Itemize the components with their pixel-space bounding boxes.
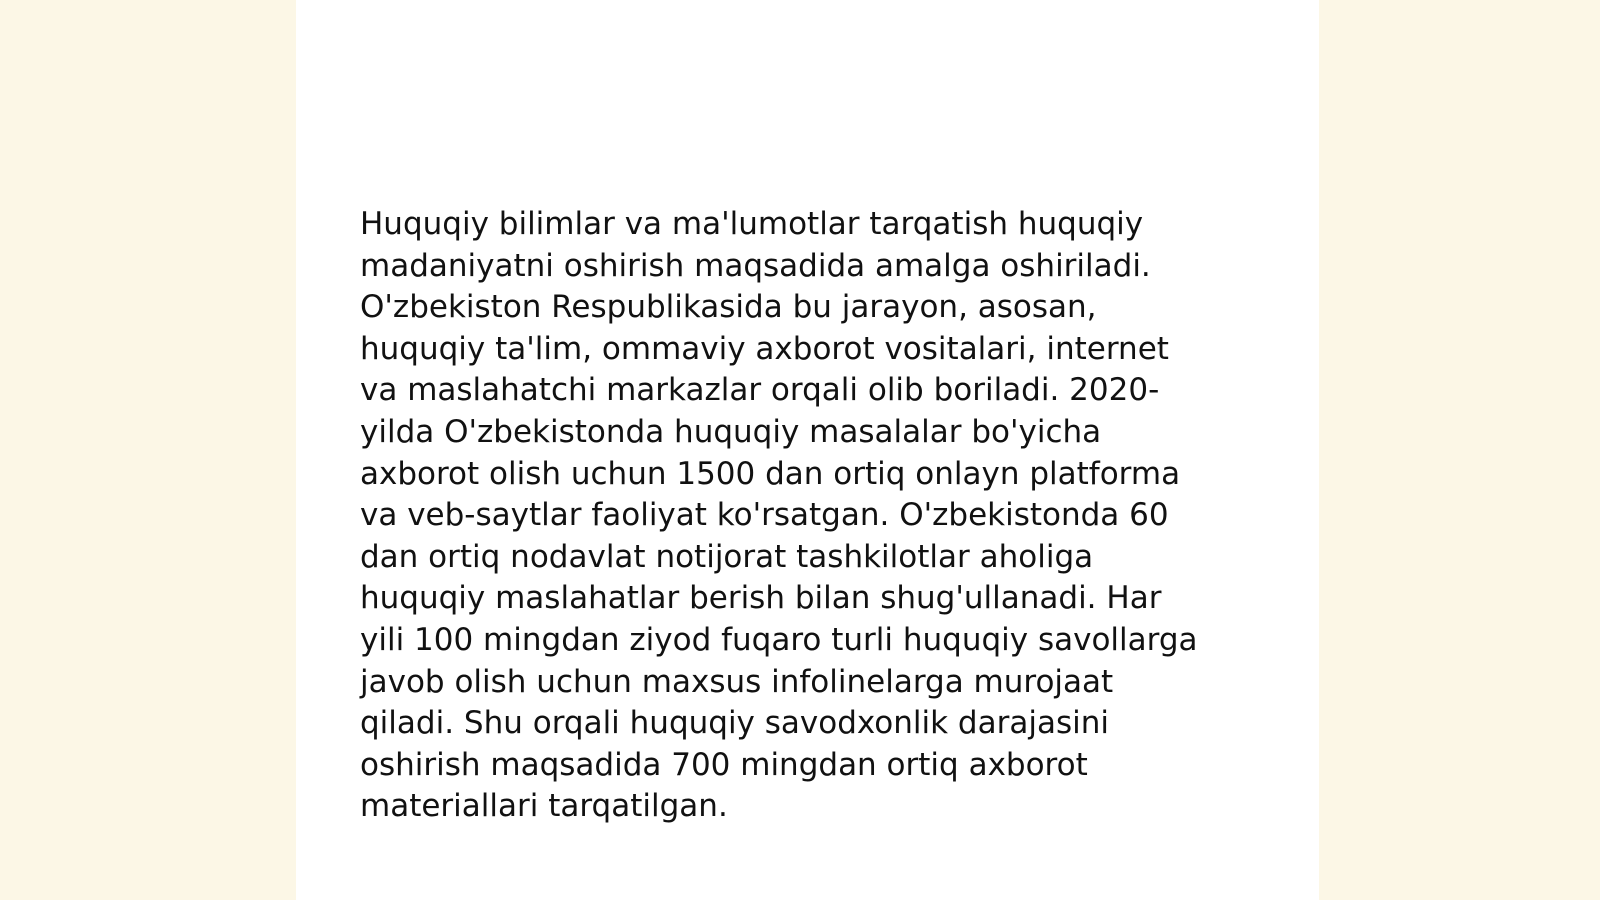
document-page bbox=[296, 0, 1319, 900]
document-paragraph: Huquqiy bilimlar va ma'lumotlar tarqatish huquqiy madaniyatni oshirish maqsadida amalga oshiriladi. O'zbekiston Respublikasida bu jarayon, asosan, huquqiy ta'lim, ommaviy axborot vositalari, internet va maslahatchi markazlar orqali olib boriladi. 2020- yilda O'zbekistonda huquqiy masalalar bo'yicha axborot olish uchun 1500 dan ortiq onlayn platforma va veb-saytlar faoliyat ko'rsatgan. O'zbekistonda 60 dan ortiq nodavlat notijorat tashkilotlar aholiga huquqiy maslahatlar berish bilan shug'ullanadi. Har yili 100 mingdan ziyod fuqaro turli huquqiy savollarga javob olish uchun maxsus infolinelarga murojaat qiladi. Shu orqali huquqiy savodxonlik darajasini oshirish maqsadida 700 mingdan ortiq axborot materiallari tarqatilgan. bbox=[360, 206, 1198, 825]
